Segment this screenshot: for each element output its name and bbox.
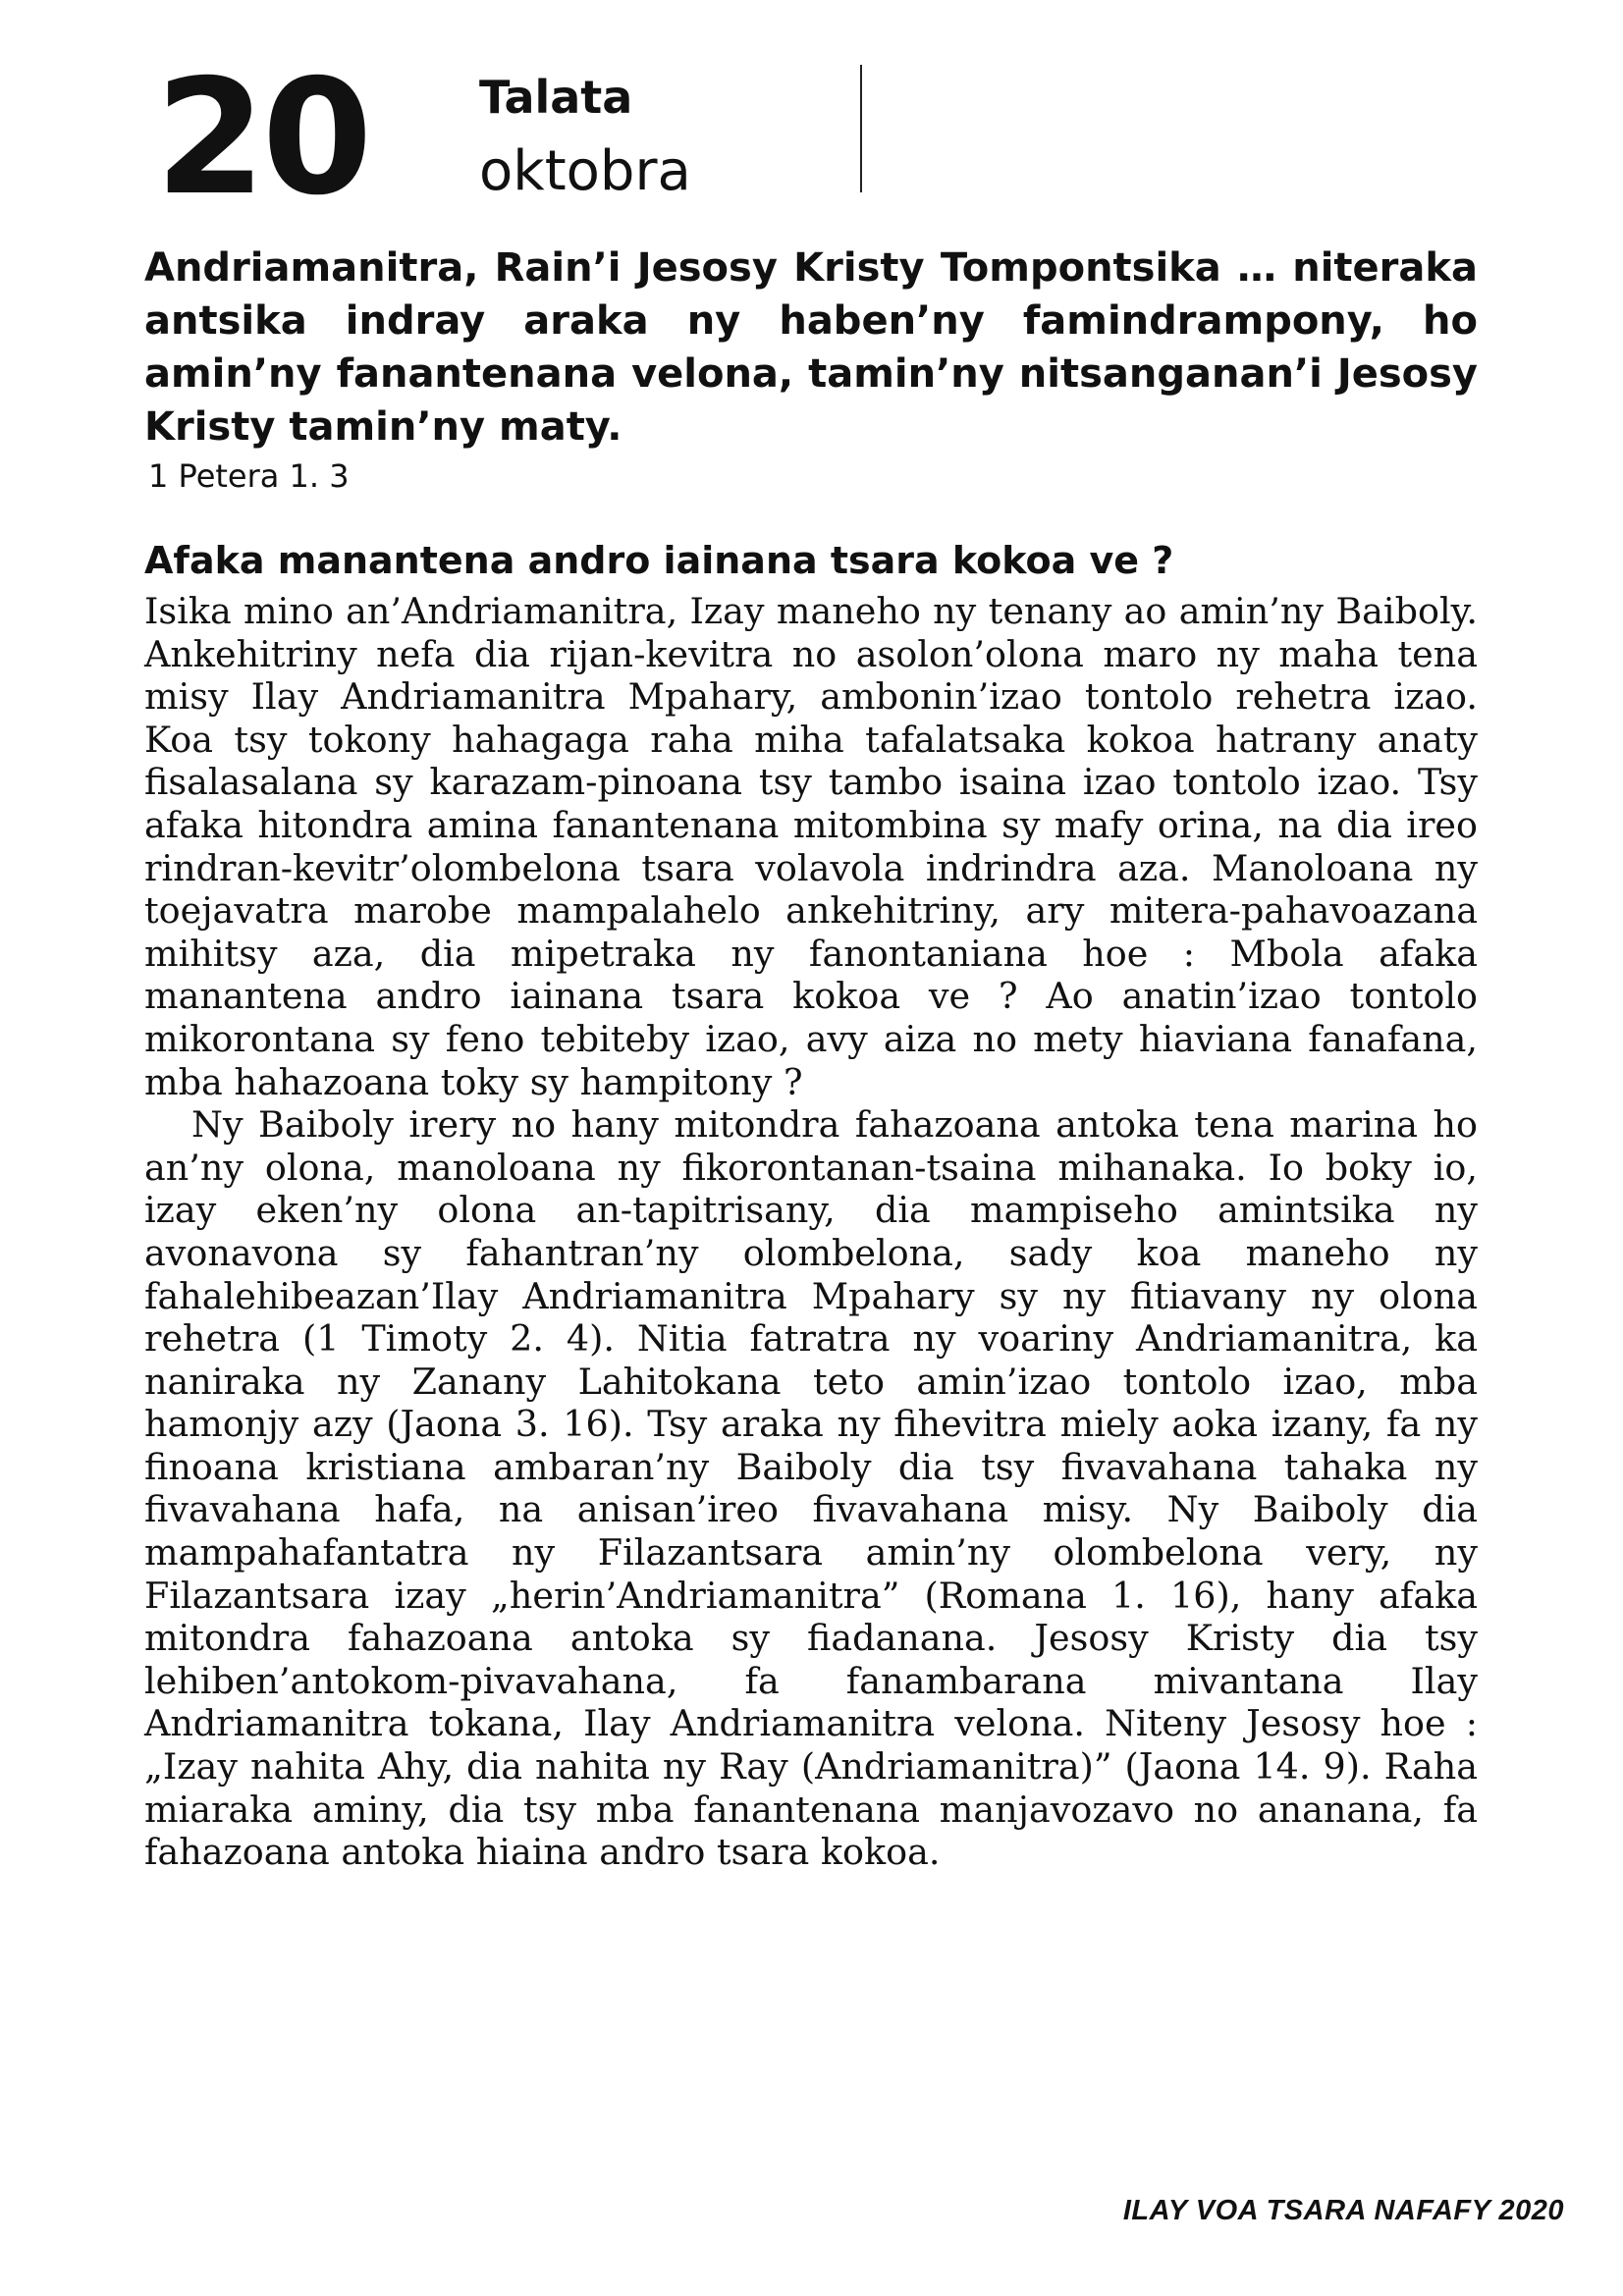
header-divider bbox=[860, 65, 862, 192]
verse-reference: 1 Petera 1. 3 bbox=[148, 457, 350, 495]
footer-publication-title: ILAY VOA TSARA NAFAFY 2020 bbox=[1122, 2195, 1564, 2226]
article-paragraph-1: Isika mino an’Andriamanitra, Izay maneho ny tenany ao amin’ny Baiboly. Ankehitriny nefa dia rijan-kevitra no asolon’olona maro ny maha tena misy Ilay Andriamanitra Mpahary, ambonin’izao tontolo rehetra izao. Koa tsy tokony hahagaga raha miha tafalatsaka kokoa hatrany anaty fisalasalana sy karazam-pinoana tsy tambo isaina izao tontolo izao. Tsy afaka hitondra amina fanantenana mitombina sy mafy orina, na dia ireo rindran-kevitr’olombelona tsara volavola indrindra aza. Manoloana ny toejavatra marobe mampalahelo ankehitriny, ary mitera-pahavoazana mihitsy aza, dia mipetraka ny fanontaniana hoe : Mbola afaka manantena andro iainana tsara kokoa ve ? Ao anatin’izao tontolo mikorontana sy feno tebiteby izao, avy aiza no mety hiaviana fanafana, mba hahazoana toky sy hampitony ? bbox=[144, 590, 1478, 1103]
weekday-label: Talata bbox=[479, 71, 633, 124]
month-label: oktobra bbox=[479, 139, 691, 203]
article-heading: Afaka manantena andro iainana tsara kokoa ve ? bbox=[144, 539, 1174, 582]
day-number: 20 bbox=[155, 46, 369, 231]
verse-text: Andriamanitra, Rain’i Jesosy Kristy Tompontsika … niteraka antsika indray araka ny haben’ny famindrampony, ho amin’ny fanantenana velona, tamin’ny nitsanganan’i Jesosy Kristy tamin’ny maty. bbox=[144, 245, 1478, 450]
article-paragraph-2: Ny Baiboly irery no hany mitondra fahazoana antoka tena marina ho an’ny olona, manoloana ny fikorontanan-tsaina mihanaka. Io boky io, izay eken’ny olona an-tapitrisany, dia mampiseho amintsika ny avonavona sy fahantran’ny olombelona, sady koa maneho ny fahalehibeazan’Ilay Andriamanitra Mpahary sy ny fitiavany ny olona rehetra (1 Timoty 2. 4). Nitia fatratra ny voariny Andriamanitra, ka naniraka ny Zanany Lahitokana teto amin’izao tontolo izao, mba hamonjy azy (Jaona 3. 16). Tsy araka ny fihevitra miely aoka izany, fa ny finoana kristiana ambaran’ny Baiboly dia tsy fivavahana tahaka ny fivavahana hafa, na anisan’ireo fivavahana misy. Ny Baiboly dia mampahafantatra ny Filazantsara amin’ny olombelona very, ny Filazantsara izay „herin’Andriamanitra” (Romana 1. 16), hany afaka mitondra fahazoana antoka sy fiadanana. Jesosy Kristy dia tsy lehiben’antokom-pivavahana, fa fanambarana mivantana Ilay Andriamanitra tokana, Ilay Andriamanitra velona. Niteny Jesosy hoe : „Izay nahita Ahy, dia nahita ny Ray (Andriamanitra)” (Jaona 14. 9). Raha miaraka aminy, dia tsy mba fanantenana manjavozavo no ananana, fa fahazoana antoka hiaina andro tsara kokoa. bbox=[144, 1103, 1478, 1874]
article-body bbox=[144, 590, 1478, 1874]
